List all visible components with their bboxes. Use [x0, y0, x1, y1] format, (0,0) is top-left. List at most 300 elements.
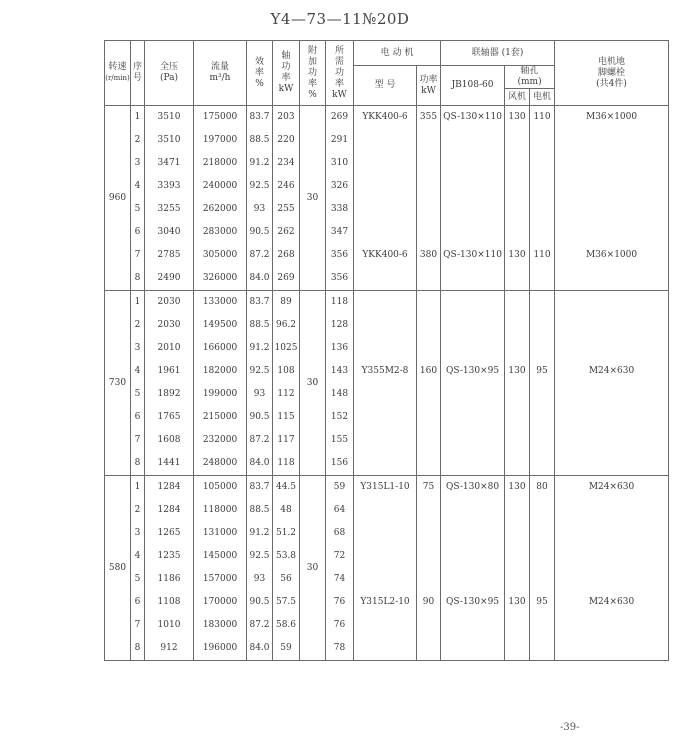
- cell-bore-fan: [505, 291, 530, 315]
- cell-pressure: 912: [145, 637, 194, 661]
- cell-motor-model: YKK400-6: [354, 244, 417, 267]
- header-bore-label: 轴孔: [520, 66, 539, 76]
- cell-bore-fan: 130: [505, 106, 530, 130]
- cell-shaft-power: 117: [273, 429, 300, 452]
- table-row: [105, 106, 669, 130]
- cell-seq: 3: [131, 337, 145, 360]
- cell-coupling: [441, 614, 505, 637]
- cell-shaft-power: 89: [273, 291, 300, 315]
- cell-pressure: 1441: [145, 452, 194, 476]
- cell-shaft-power: 220: [273, 129, 300, 152]
- header-pressure-label: 全压: [159, 62, 178, 72]
- cell-flow: 170000: [194, 591, 247, 614]
- cell-req-power: 74: [326, 568, 354, 591]
- cell-motor-model: Y315L2-10: [354, 591, 417, 614]
- cell-bore-fan: [505, 129, 530, 152]
- header-anchor: [555, 41, 669, 106]
- cell-motor-power: [417, 614, 441, 637]
- table-row: [105, 221, 669, 244]
- cell-shaft-power: 203: [273, 106, 300, 130]
- cell-shaft-power: 53.8: [273, 545, 300, 568]
- cell-bore-motor: [530, 129, 555, 152]
- cell-anchor-bolt: [555, 637, 669, 661]
- cell-add-power: 30: [300, 291, 326, 476]
- header-motor-power: [417, 66, 441, 106]
- cell-req-power: 326: [326, 175, 354, 198]
- cell-req-power: 356: [326, 244, 354, 267]
- cell-bore-motor: [530, 452, 555, 476]
- cell-flow: 175000: [194, 106, 247, 130]
- cell-shaft-power: 56: [273, 568, 300, 591]
- cell-pressure: 1284: [145, 499, 194, 522]
- cell-efficiency: 92.5: [247, 545, 273, 568]
- table-row: [105, 591, 669, 614]
- table-row: [105, 175, 669, 198]
- cell-shaft-power: 57.5: [273, 591, 300, 614]
- table-row: [105, 267, 669, 291]
- cell-bore-fan: [505, 198, 530, 221]
- cell-req-power: 76: [326, 614, 354, 637]
- cell-efficiency: 84.0: [247, 637, 273, 661]
- cell-motor-model: [354, 198, 417, 221]
- cell-motor-power: [417, 129, 441, 152]
- cell-motor-power: 380: [417, 244, 441, 267]
- cell-req-power: 310: [326, 152, 354, 175]
- table-row: [105, 383, 669, 406]
- table-row: [105, 614, 669, 637]
- table-row: [105, 522, 669, 545]
- cell-flow: 262000: [194, 198, 247, 221]
- cell-bore-motor: [530, 568, 555, 591]
- cell-motor-model: [354, 637, 417, 661]
- cell-bore-motor: 110: [530, 244, 555, 267]
- cell-anchor-bolt: [555, 522, 669, 545]
- table-row: [105, 429, 669, 452]
- cell-anchor-bolt: [555, 429, 669, 452]
- header-bore-motor: 电机: [530, 89, 555, 106]
- cell-motor-power: [417, 267, 441, 291]
- header-req-power: [326, 41, 354, 106]
- header-req-unit: kW: [332, 89, 347, 100]
- cell-shaft-power: 59: [273, 637, 300, 661]
- cell-shaft-power: 1025: [273, 337, 300, 360]
- cell-anchor-bolt: [555, 499, 669, 522]
- cell-motor-model: [354, 152, 417, 175]
- cell-bore-motor: [530, 499, 555, 522]
- cell-flow: 118000: [194, 499, 247, 522]
- cell-bore-motor: [530, 383, 555, 406]
- cell-bore-motor: 80: [530, 476, 555, 500]
- cell-coupling: QS-130×80: [441, 476, 505, 500]
- cell-coupling: [441, 221, 505, 244]
- cell-bore-fan: [505, 267, 530, 291]
- cell-flow: 283000: [194, 221, 247, 244]
- cell-bore-motor: [530, 267, 555, 291]
- cell-seq: 1: [131, 476, 145, 500]
- cell-motor-power: 90: [417, 591, 441, 614]
- cell-efficiency: 88.5: [247, 314, 273, 337]
- cell-shaft-power: 58.6: [273, 614, 300, 637]
- cell-motor-model: [354, 406, 417, 429]
- cell-anchor-bolt: [555, 314, 669, 337]
- cell-bore-motor: [530, 314, 555, 337]
- fan-spec-table: [104, 40, 669, 661]
- cell-bore-fan: [505, 545, 530, 568]
- cell-anchor-bolt: M36×1000: [555, 244, 669, 267]
- cell-efficiency: 91.2: [247, 152, 273, 175]
- cell-pressure: 1010: [145, 614, 194, 637]
- cell-seq: 8: [131, 637, 145, 661]
- cell-efficiency: 83.7: [247, 291, 273, 315]
- header-speed-label: 转速: [108, 62, 127, 72]
- cell-anchor-bolt: [555, 383, 669, 406]
- cell-coupling: [441, 291, 505, 315]
- cell-bore-fan: [505, 314, 530, 337]
- cell-seq: 6: [131, 406, 145, 429]
- table-row: [105, 152, 669, 175]
- page-title: Y4—73—11№20D: [270, 10, 410, 28]
- cell-flow: 305000: [194, 244, 247, 267]
- cell-bore-motor: [530, 198, 555, 221]
- cell-bore-motor: [530, 545, 555, 568]
- table-row: [105, 314, 669, 337]
- cell-bore-motor: [530, 221, 555, 244]
- cell-anchor-bolt: [555, 406, 669, 429]
- cell-anchor-bolt: [555, 221, 669, 244]
- header-shaft-unit: kW: [278, 84, 294, 94]
- cell-seq: 4: [131, 175, 145, 198]
- cell-motor-model: [354, 452, 417, 476]
- cell-efficiency: 90.5: [247, 591, 273, 614]
- cell-shaft-power: 246: [273, 175, 300, 198]
- cell-seq: 1: [131, 106, 145, 130]
- cell-motor-power: [417, 314, 441, 337]
- cell-flow: 215000: [194, 406, 247, 429]
- cell-motor-power: [417, 383, 441, 406]
- header-pressure: [145, 41, 194, 106]
- cell-efficiency: 84.0: [247, 452, 273, 476]
- cell-motor-power: [417, 221, 441, 244]
- cell-shaft-power: 255: [273, 198, 300, 221]
- cell-pressure: 1961: [145, 360, 194, 383]
- cell-flow: 166000: [194, 337, 247, 360]
- cell-anchor-bolt: [555, 198, 669, 221]
- cell-flow: 105000: [194, 476, 247, 500]
- header-anchor-count: (共4件): [596, 78, 627, 89]
- cell-motor-model: [354, 568, 417, 591]
- cell-motor-model: [354, 314, 417, 337]
- cell-req-power: 78: [326, 637, 354, 661]
- header-coupling: 联轴器 (1套): [441, 41, 555, 66]
- cell-bore-fan: [505, 406, 530, 429]
- cell-bore-fan: 130: [505, 476, 530, 500]
- cell-bore-motor: [530, 175, 555, 198]
- cell-bore-motor: [530, 637, 555, 661]
- cell-shaft-power: 44.5: [273, 476, 300, 500]
- cell-efficiency: 87.2: [247, 429, 273, 452]
- header-seq: [131, 41, 145, 106]
- cell-bore-motor: [530, 429, 555, 452]
- cell-motor-model: [354, 614, 417, 637]
- cell-bore-fan: 130: [505, 244, 530, 267]
- cell-bore-fan: [505, 175, 530, 198]
- cell-anchor-bolt: M24×630: [555, 591, 669, 614]
- cell-seq: 3: [131, 522, 145, 545]
- cell-coupling: [441, 383, 505, 406]
- cell-pressure: 3510: [145, 129, 194, 152]
- table-row: [105, 129, 669, 152]
- cell-pressure: 2030: [145, 314, 194, 337]
- cell-coupling: [441, 129, 505, 152]
- cell-req-power: 156: [326, 452, 354, 476]
- cell-pressure: 1108: [145, 591, 194, 614]
- cell-bore-fan: [505, 499, 530, 522]
- cell-seq: 1: [131, 291, 145, 315]
- cell-coupling: QS-130×110: [441, 244, 505, 267]
- cell-motor-power: [417, 337, 441, 360]
- cell-efficiency: 84.0: [247, 267, 273, 291]
- cell-pressure: 3471: [145, 152, 194, 175]
- cell-bore-fan: [505, 221, 530, 244]
- header-seq-label: 序号: [132, 62, 142, 83]
- cell-bore-fan: [505, 383, 530, 406]
- cell-flow: 183000: [194, 614, 247, 637]
- table-body: [105, 106, 669, 661]
- cell-motor-model: [354, 337, 417, 360]
- cell-bore-motor: 95: [530, 591, 555, 614]
- cell-shaft-power: 112: [273, 383, 300, 406]
- cell-seq: 5: [131, 568, 145, 591]
- table-row: [105, 360, 669, 383]
- cell-bore-motor: [530, 522, 555, 545]
- page-number: -39-: [560, 722, 580, 733]
- cell-coupling: [441, 637, 505, 661]
- table-row: [105, 568, 669, 591]
- cell-coupling: [441, 267, 505, 291]
- header-motor-model: 型 号: [354, 66, 417, 106]
- cell-anchor-bolt: [555, 129, 669, 152]
- cell-bore-motor: [530, 152, 555, 175]
- cell-anchor-bolt: M24×630: [555, 476, 669, 500]
- cell-motor-power: [417, 522, 441, 545]
- cell-motor-model: [354, 291, 417, 315]
- header-eff-unit: %: [255, 78, 264, 89]
- cell-pressure: 2030: [145, 291, 194, 315]
- cell-bore-fan: [505, 568, 530, 591]
- cell-flow: 326000: [194, 267, 247, 291]
- cell-coupling: [441, 429, 505, 452]
- cell-bore-motor: 110: [530, 106, 555, 130]
- cell-anchor-bolt: [555, 267, 669, 291]
- cell-anchor-bolt: M24×630: [555, 360, 669, 383]
- header-flow-unit: m³/h: [209, 73, 231, 83]
- cell-shaft-power: 48: [273, 499, 300, 522]
- cell-seq: 2: [131, 499, 145, 522]
- cell-anchor-bolt: [555, 152, 669, 175]
- cell-motor-model: [354, 545, 417, 568]
- cell-bore-motor: 95: [530, 360, 555, 383]
- cell-bore-motor: [530, 291, 555, 315]
- cell-seq: 7: [131, 244, 145, 267]
- cell-pressure: 1892: [145, 383, 194, 406]
- cell-coupling: QS-130×95: [441, 360, 505, 383]
- table-row: [105, 291, 669, 315]
- cell-coupling: QS-130×110: [441, 106, 505, 130]
- cell-req-power: 152: [326, 406, 354, 429]
- cell-shaft-power: 115: [273, 406, 300, 429]
- cell-anchor-bolt: [555, 614, 669, 637]
- cell-bore-fan: [505, 452, 530, 476]
- cell-bore-motor: [530, 614, 555, 637]
- cell-flow: 197000: [194, 129, 247, 152]
- cell-bore-fan: 130: [505, 591, 530, 614]
- cell-coupling: [441, 198, 505, 221]
- cell-pressure: 1608: [145, 429, 194, 452]
- cell-req-power: 155: [326, 429, 354, 452]
- cell-motor-model: [354, 383, 417, 406]
- cell-anchor-bolt: [555, 545, 669, 568]
- cell-req-power: 118: [326, 291, 354, 315]
- cell-bore-fan: [505, 614, 530, 637]
- header-shaft-power: [273, 41, 300, 106]
- cell-pressure: 3393: [145, 175, 194, 198]
- cell-anchor-bolt: [555, 337, 669, 360]
- cell-req-power: 269: [326, 106, 354, 130]
- cell-add-power: 30: [300, 106, 326, 291]
- cell-motor-power: 160: [417, 360, 441, 383]
- cell-flow: 240000: [194, 175, 247, 198]
- cell-efficiency: 93: [247, 383, 273, 406]
- cell-flow: 149500: [194, 314, 247, 337]
- cell-pressure: 3255: [145, 198, 194, 221]
- cell-motor-power: 355: [417, 106, 441, 130]
- cell-motor-model: [354, 429, 417, 452]
- header-pressure-unit: (Pa): [159, 73, 179, 83]
- cell-seq: 3: [131, 152, 145, 175]
- header-flow-label: 流量: [210, 62, 229, 72]
- cell-seq: 8: [131, 452, 145, 476]
- cell-coupling: [441, 499, 505, 522]
- cell-flow: 157000: [194, 568, 247, 591]
- cell-pressure: 1235: [145, 545, 194, 568]
- header-speed: [105, 41, 131, 106]
- header-bore: [505, 66, 555, 89]
- cell-shaft-power: 269: [273, 267, 300, 291]
- cell-efficiency: 91.2: [247, 337, 273, 360]
- cell-efficiency: 90.5: [247, 221, 273, 244]
- cell-flow: 232000: [194, 429, 247, 452]
- cell-req-power: 347: [326, 221, 354, 244]
- cell-motor-power: [417, 637, 441, 661]
- cell-bore-fan: [505, 152, 530, 175]
- header-anchor-label: 电机地脚螺栓: [598, 56, 626, 78]
- cell-pressure: 2490: [145, 267, 194, 291]
- cell-coupling: QS-130×95: [441, 591, 505, 614]
- cell-motor-power: [417, 175, 441, 198]
- cell-motor-power: [417, 291, 441, 315]
- cell-req-power: 356: [326, 267, 354, 291]
- cell-req-power: 76: [326, 591, 354, 614]
- cell-flow: 182000: [194, 360, 247, 383]
- cell-pressure: 1186: [145, 568, 194, 591]
- table-row: [105, 476, 669, 500]
- cell-shaft-power: 96.2: [273, 314, 300, 337]
- cell-anchor-bolt: [555, 291, 669, 315]
- cell-shaft-power: 268: [273, 244, 300, 267]
- cell-pressure: 1765: [145, 406, 194, 429]
- cell-coupling: [441, 452, 505, 476]
- cell-efficiency: 88.5: [247, 499, 273, 522]
- cell-coupling: [441, 522, 505, 545]
- cell-seq: 5: [131, 198, 145, 221]
- header-eff-label: 效率: [254, 56, 264, 78]
- cell-efficiency: 92.5: [247, 360, 273, 383]
- cell-coupling: [441, 175, 505, 198]
- cell-req-power: 291: [326, 129, 354, 152]
- cell-motor-model: YKK400-6: [354, 106, 417, 130]
- cell-motor-model: Y315L1-10: [354, 476, 417, 500]
- cell-coupling: [441, 406, 505, 429]
- cell-shaft-power: 51.2: [273, 522, 300, 545]
- cell-seq: 4: [131, 545, 145, 568]
- cell-efficiency: 87.2: [247, 614, 273, 637]
- cell-shaft-power: 234: [273, 152, 300, 175]
- cell-pressure: 2785: [145, 244, 194, 267]
- cell-shaft-power: 262: [273, 221, 300, 244]
- header-add-label: 附加功率: [307, 45, 317, 89]
- header-motor-power-unit: kW: [421, 85, 436, 96]
- cell-req-power: 64: [326, 499, 354, 522]
- cell-speed: 960: [105, 106, 131, 291]
- header-efficiency: [247, 41, 273, 106]
- cell-bore-fan: [505, 522, 530, 545]
- cell-motor-model: Y355M2-8: [354, 360, 417, 383]
- cell-seq: 5: [131, 383, 145, 406]
- cell-motor-model: [354, 267, 417, 291]
- cell-motor-power: 75: [417, 476, 441, 500]
- cell-req-power: 59: [326, 476, 354, 500]
- table-row: [105, 637, 669, 661]
- cell-flow: 145000: [194, 545, 247, 568]
- table-row: [105, 452, 669, 476]
- cell-req-power: 72: [326, 545, 354, 568]
- cell-pressure: 2010: [145, 337, 194, 360]
- cell-flow: 133000: [194, 291, 247, 315]
- cell-efficiency: 92.5: [247, 175, 273, 198]
- cell-seq: 7: [131, 429, 145, 452]
- cell-shaft-power: 108: [273, 360, 300, 383]
- cell-motor-model: [354, 129, 417, 152]
- cell-motor-power: [417, 568, 441, 591]
- table-row: [105, 406, 669, 429]
- table-row: [105, 244, 669, 267]
- cell-efficiency: 93: [247, 198, 273, 221]
- cell-anchor-bolt: [555, 175, 669, 198]
- header-req-label: 所需功率: [334, 45, 344, 89]
- cell-pressure: 1265: [145, 522, 194, 545]
- cell-bore-motor: [530, 406, 555, 429]
- header-bore-fan: 风机: [505, 89, 530, 106]
- cell-seq: 4: [131, 360, 145, 383]
- cell-req-power: 143: [326, 360, 354, 383]
- header-add-power: [300, 41, 326, 106]
- cell-coupling: [441, 545, 505, 568]
- cell-motor-power: [417, 406, 441, 429]
- header-coupling-std: JB108-60: [441, 66, 505, 106]
- cell-seq: 2: [131, 129, 145, 152]
- cell-req-power: 128: [326, 314, 354, 337]
- cell-seq: 7: [131, 614, 145, 637]
